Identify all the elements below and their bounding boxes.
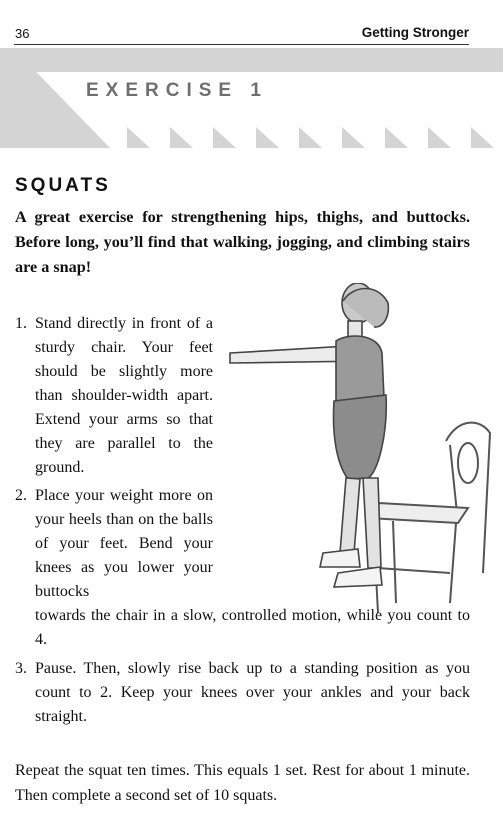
step-3-text: Pause. Then, slowly rise back up to a standing position as you count to 2. Keep your knees over your ankles and your back straight. (35, 660, 470, 725)
step-2-text-wide: towards the chair in a slow, controlled motion, while you count to 4. (35, 607, 470, 648)
step-2-text-narrow: Place your weight more on your heels than on the balls of your feet. Bend your knees as you lower your buttocks (35, 487, 213, 600)
step-number: 2. (15, 487, 27, 504)
intro-paragraph: A great exercise for strengthening hips, thighs, and buttocks. Before long, you’ll find that walking, jogging, and climbing stairs are a snap! (15, 208, 470, 276)
outro-paragraph: Repeat the squat ten times. This equals 1 set. Rest for about 1 minute. Then complete a second set of 10 squats. (15, 762, 470, 804)
page-number: 36 (15, 26, 30, 41)
step-3 (15, 657, 470, 729)
header-rule (14, 44, 469, 45)
step-number: 3. (15, 660, 27, 677)
step-2 (15, 484, 470, 652)
step-1 (15, 312, 470, 480)
step-number: 1. (15, 315, 27, 332)
banner-band (13, 48, 503, 72)
running-head: Getting Stronger (361, 25, 469, 40)
step-1-text: Stand directly in front of a sturdy chair. Your feet should be slightly more than shoulder-width apart. Extend your arms so that they are parallel to the ground. (35, 315, 213, 476)
steps-list (15, 312, 470, 729)
exercise-label: EXERCISE 1 (86, 80, 268, 101)
exercise-title: SQUATS (15, 175, 111, 196)
banner-sawtooth (127, 127, 494, 148)
